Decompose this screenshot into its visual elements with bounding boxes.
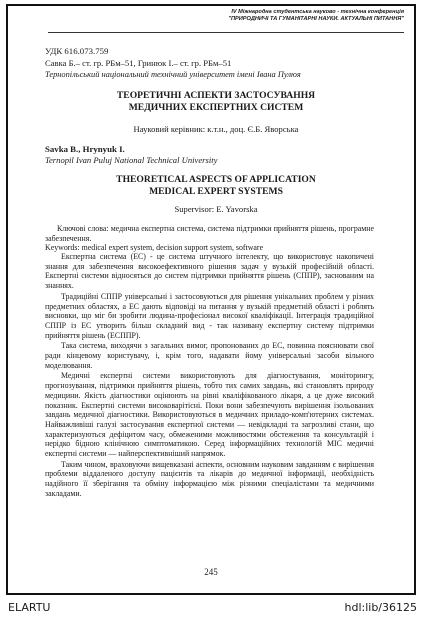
affiliation-ua: Тернопільський національний технічний університет імені Івана Пулюя [45,70,301,79]
keywords-ua-text: медична експертна система, система підтримки прийняття рішень, програмне забезпечення. [45,224,374,243]
udk-code: УДК 616.073.759 [45,46,109,56]
supervisor-en: Supervisor: E. Yavorska [174,204,258,214]
paragraph: Експертна система (ЕС) - це система штучного інтелекту, що використовує накопичені знання для забезпечення високоефективного рішення задач у вузькій професійній області. Експертні системи відносяться до систем підтримки прийняття рішень (СППР), заснованим на знаннях. [45,252,374,291]
keywords-en-label: Keywords: [45,243,80,253]
keywords-block [45,224,374,253]
title-ua-line-2: МЕДИЧНИХ ЕКСПЕРТНИХ СИСТЕМ [128,101,304,113]
authors-en: Savka B., Hrynyuk I. [45,144,125,154]
keywords-ua [45,224,374,243]
handle-id: hdl:lib/36125 [344,601,417,614]
title-en [38,174,394,197]
footer-bar [0,598,424,620]
title-en-line-1: THEORETICAL ASPECTS OF APPLICATION [116,174,316,185]
paragraph: Така система, виходячи з загальних вимог, пропонованих до ЕС, повинна пояснювати свої ради кінцевому користувачу, і, крім того, надавати йому універсальні засоби вільного моделювання. [45,341,374,370]
repository-name: ELARTU [8,601,51,614]
conference-header [164,9,404,23]
affiliation-en: Ternopil Ivan Puluj National Technical University [45,155,218,165]
title-ua-line-1: ТЕОРЕТИЧНІ АСПЕКТИ ЗАСТОСУВАННЯ [116,90,316,101]
keywords-en-text: medical expert system, decision support system, software [81,243,264,253]
document-page [6,4,416,595]
conference-line-1: IV Міжнародна студентська науково - технічна конференція [231,9,404,15]
title-ua [38,90,394,113]
supervisor-ua: Науковий керівник: к.т.н., доц. Є.Б. Яворська [133,124,299,134]
paragraph: Традиційні СППР універсальні і застосовуються для рішення унікальних проблем у різних предметних областях, а ЕС дають відповіді на питання у вузькій предметній області і роблять висновки, що міг би зробити людина-професіонал високої кваліфікації. Інтеграція традиційної СППР із ЕС утворить більш складний вид - так називану експертну систему підтримки прийняття рішень (ЕСППР). [45,291,374,340]
header-divider [48,32,404,33]
paragraph: Медичні експертні системи використовують для діагностування, моніторингу, прогнозування, підтримки прийняття рішень, тобто тих самих завдань, які становлять природу медицини. Якість діагностики оцінюють на рівні кваліфікованого лікаря, а це дуже високий показник. Експертні системи високоварітісні. Поки вони забезпечують вирішення ізольованих завдань медичної діагностики. Використовуються в медичних приладо-комп'ютерних системах. Найважливіші галузі застосування експертної системи — невідкладні та загрозливі стани, що характеризуються дефіцитом часу, обмеженими можливостями обстеження та консультацій і нерідко бідною клінічною симптоматикою. Серед інформаційних технологій МІС медичні експертні системи — найперспективніший напрямок. [45,371,374,459]
page-number: 245 [204,567,218,577]
body-text [45,252,374,500]
title-en-line-2: MEDICAL EXPERT SYSTEMS [149,185,283,197]
keywords-ua-label: Ключові слова: [57,224,109,233]
conference-line-2: "ПРИРОДНИЧІ ТА ГУМАНІТАРНІ НАУКИ. АКТУАЛЬНІ ПИТАННЯ" [228,16,404,22]
authors-ua: Савка Б.– ст. гр. РБм–51, Гринюк І.– ст. гр. РБм–51 [45,58,232,68]
paragraph: Таким чином, враховуючи вищевказані аспекти, основним науковим завданням є вирішення проблеми віддаленого доступу пацієнтів та лікарів до медичної інформації, необхідність надійного її зберігання та обміну інформацією між різними спеціалістами та медичними закладами. [45,459,374,498]
